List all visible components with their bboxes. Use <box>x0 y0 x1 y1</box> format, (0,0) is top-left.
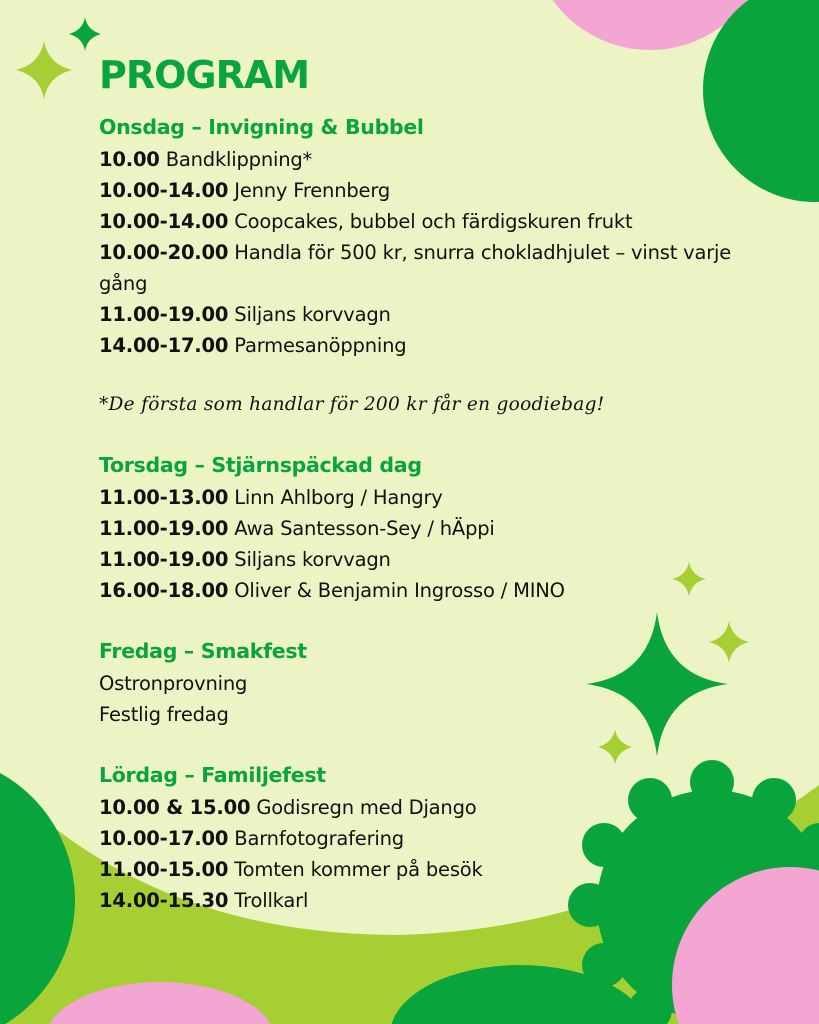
day-section-saturday <box>99 761 739 916</box>
activity: Siljans korvvagn <box>234 548 391 571</box>
time: 11.00-15.00 <box>99 858 229 881</box>
day-section-thursday <box>99 451 739 606</box>
time: 11.00-19.00 <box>99 517 229 540</box>
activity: Handla för 500 kr, snurra chokladhjulet – vinst varje gång <box>99 241 732 295</box>
schedule-row <box>99 792 739 823</box>
activity: Ostronprovning <box>99 672 248 695</box>
activity: Bandklippning* <box>165 148 313 171</box>
schedule-row <box>99 330 739 361</box>
time: 11.00-19.00 <box>99 303 229 326</box>
activity: Festlig fredag <box>99 703 229 726</box>
schedule <box>99 113 739 947</box>
schedule-row <box>99 575 739 606</box>
schedule-row <box>99 237 739 299</box>
time: 10.00-14.00 <box>99 210 229 233</box>
schedule-row <box>99 699 739 730</box>
activity: Oliver & Benjamin Ingrosso / MINO <box>234 579 565 602</box>
schedule-row <box>99 854 739 885</box>
time: 10.00-17.00 <box>99 827 229 850</box>
time: 10.00 <box>99 148 160 171</box>
sparkle-title-small-icon <box>69 17 101 51</box>
schedule-row <box>99 175 739 206</box>
sparkle-title-large-icon <box>16 41 72 99</box>
time: 11.00-19.00 <box>99 548 229 571</box>
day-heading: Torsdag – Stjärnspäckad dag <box>99 453 422 477</box>
time: 10.00-14.00 <box>99 179 229 202</box>
time: 14.00-15.30 <box>99 889 229 912</box>
day-heading: Fredag – Smakfest <box>99 639 307 663</box>
time: 16.00-18.00 <box>99 579 229 602</box>
schedule-row <box>99 206 739 237</box>
day-section-friday <box>99 637 739 730</box>
schedule-row <box>99 144 739 175</box>
schedule-row <box>99 544 739 575</box>
activity: Siljans korvvagn <box>234 303 391 326</box>
page-title: PROGRAM <box>99 53 310 97</box>
day-heading: Lördag – Familjefest <box>99 763 326 787</box>
activity: Awa Santesson-Sey / hÄppi <box>234 517 495 540</box>
schedule-row <box>99 513 739 544</box>
day-heading: Onsdag – Invigning & Bubbel <box>99 115 424 139</box>
activity: Jenny Frennberg <box>234 179 390 202</box>
activity: Linn Ahlborg / Hangry <box>234 486 443 509</box>
activity: Coopcakes, bubbel och färdigskuren frukt <box>234 210 633 233</box>
activity: Trollkarl <box>234 889 309 912</box>
goodiebag-note: *De första som handlar för 200 kr får en goodiebag! <box>99 394 605 415</box>
activity: Tomten kommer på besök <box>234 858 483 881</box>
day-section-wednesday <box>99 113 739 420</box>
schedule-row <box>99 668 739 699</box>
schedule-row <box>99 885 739 916</box>
activity: Godisregn med Django <box>256 796 477 819</box>
activity: Parmesanöppning <box>234 334 407 357</box>
schedule-row <box>99 299 739 330</box>
activity: Barnfotografering <box>234 827 404 850</box>
time: 14.00-17.00 <box>99 334 229 357</box>
schedule-row <box>99 482 739 513</box>
time: 11.00-13.00 <box>99 486 229 509</box>
time: 10.00 & 15.00 <box>99 796 251 819</box>
time: 10.00-20.00 <box>99 241 229 264</box>
schedule-row <box>99 823 739 854</box>
